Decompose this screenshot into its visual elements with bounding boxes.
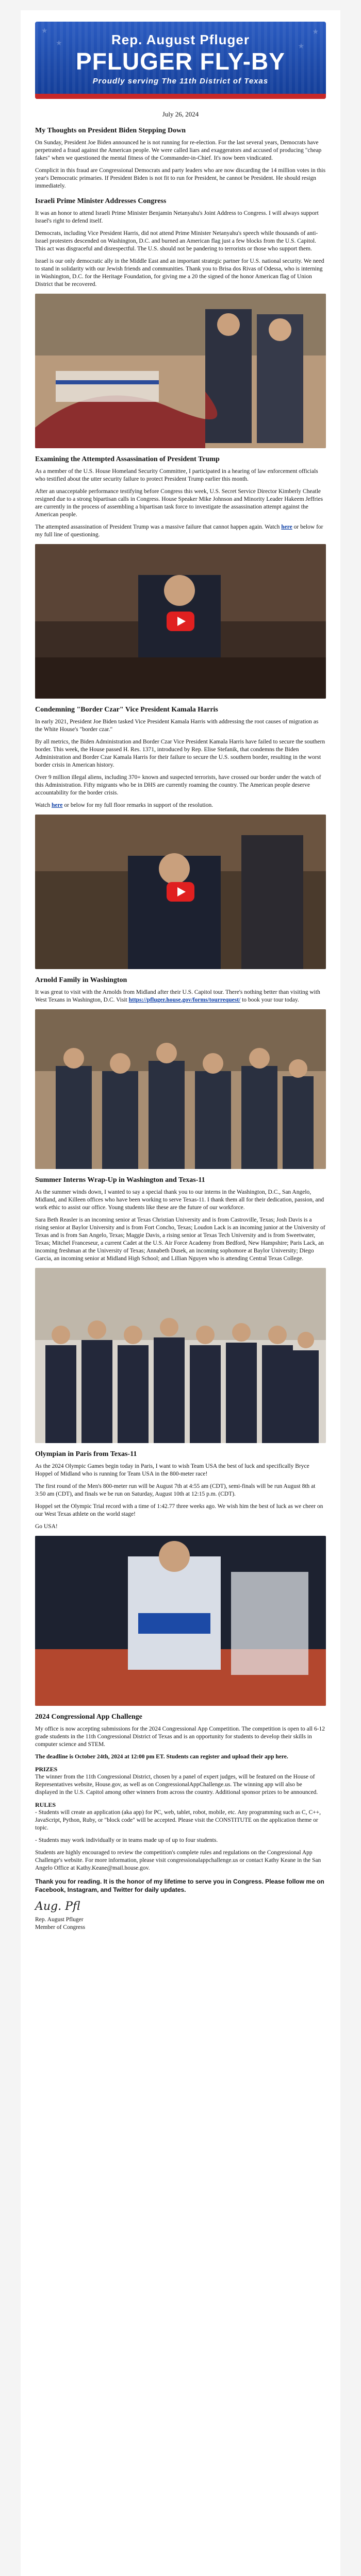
paragraph: By all metrics, the Biden Administration and Border Czar Vice President Kamala Harris have failed to secure the southern border. This week, the House passed H. Res. 1371, introduced by Rep. Elise Stefanik, that condemns the Biden Administration and Border Czar Kamala Harris for their failure to secure the U.S. southern border, resulting in the worst border crisis in American history. — [35, 739, 325, 768]
star-icon: ★ — [56, 40, 62, 47]
star-icon: ★ — [298, 43, 304, 50]
section-title-trump: Examining the Attempted Assassination of President Trump — [35, 455, 220, 463]
paragraph: My office is now accepting submissions for the 2024 Congressional App Competition. The competition is open to all 6-12 grade students in the 11th Congressional District of Texas and is an opportunity for students to develop their skills in computer science and STEM. — [35, 1726, 325, 1748]
masthead-title: PFLUGER FLY-BY — [76, 48, 285, 75]
paragraph: As the 2024 Olympic Games begin today in Paris, I want to wish Team USA the best of luck and specifically Bryce Hoppel of Midland who is running for Team USA in the 800-meter race! — [35, 1463, 309, 1477]
watch-link[interactable]: here — [281, 524, 292, 530]
paragraph: It was an honor to attend Israeli Prime Minister Benjamin Netanyahu's Joint Address to Congress. I will always support Israel's right to defend itself. — [35, 210, 319, 224]
text-span: to book your tour today. — [240, 997, 299, 1003]
paragraph — [35, 989, 326, 1004]
star-icon: ★ — [312, 28, 319, 36]
paragraph: On Sunday, President Joe Biden announced he is not running for re-election. For the last several years, Democrats have perpetrated a fraud against the American people. We were called liars and exaggerators and accused of producing "cheap fakes" when we questioned the mental fitness of the Commander-in-Chief. It's now been vindicated. — [35, 140, 322, 161]
tour-request-link[interactable]: https://pfluger.house.gov/forms/tourrequest/ — [128, 997, 241, 1003]
paragraph: As a member of the U.S. House Homeland Security Committee, I participated in a hearing of law enforcement officials who testified about the utter security failure to protect President Trump earlier this month. — [35, 468, 318, 482]
deadline-text: The deadline is October 24th, 2024 at 12:00 pm ET. Students can register and upload their app here. — [35, 1754, 288, 1760]
photo-illustration — [35, 294, 326, 448]
section-title-arnold: Arnold Family in Washington — [35, 976, 127, 984]
masthead-tagline: Proudly serving The 11th District of Texas — [92, 77, 269, 86]
newsletter-date: July 26, 2024 — [162, 110, 199, 118]
photo-arnold-family — [35, 1009, 326, 1169]
photo-illustration — [35, 1536, 326, 1706]
section-title-harris: Condemning "Border Czar" Vice President Kamala Harris — [35, 706, 218, 714]
paragraph — [35, 802, 326, 809]
text-span: It was great to visit with the Arnolds from Midland after their U.S. Capitol tour. There's nothing better than visiting with West Texans in Washington, D.C. Visit — [35, 989, 320, 1003]
paragraph: Hoppel set the Olympic Trial record with a time of 1:42.77 three weeks ago. We wish him the best of luck as we cheer on our West Texas athlete on the world stage! — [35, 1503, 323, 1517]
signature-block — [35, 1900, 326, 1931]
paragraph — [35, 523, 326, 539]
star-icon: ★ — [41, 27, 48, 35]
section-title-olympics: Olympian in Paris from Texas-11 — [35, 1450, 137, 1458]
paragraph: Students are highly encouraged to review the competition's complete rules and regulations on the Congressional App Challenge's website. For more information, please visit congressionalappchallenge.us or contact Kathy Keane in the San Angelo Office at Kathy.Keane@mail.house.gov. — [35, 1850, 321, 1871]
paragraph: In early 2021, President Joe Biden tasked Vice President Kamala Harris with addressing the root causes of migration as the White House's "border czar." — [35, 719, 319, 733]
video-thumbnail-floor[interactable] — [35, 815, 326, 969]
paragraph: Democrats, including Vice President Harris, did not attend Prime Minister Netanyahu's speech while thousands of anti-Israel protesters descended on Washington, D.C. and burned an American flag just a few blocks from the U.S. Capitol. This act was disgraceful and disrespectful. The U.S. should not be pandering to terrorists or those who support them. — [35, 230, 318, 252]
newsletter-card — [21, 10, 340, 2576]
paragraph: Sara Beth Reasler is an incoming senior at Texas Christian University and is from Castroville, Texas; Josh Davis is a rising senior at Baylor University and is from Fort Concho, Texas; Loudon Lack is an incoming junior at the University of Texas and is from San Angelo, Texas; Maggie Davis, a rising senior at Texas Tech University and is from Sweetwater, Texas; Mitchel Franceseur, a current Cadet at the U.S. Air Force Academy from Bedford, New Hampshire; Paris Lack, an incoming freshman at the University of Texas; Annabeth Dusek, an incoming sophomore at Baylor University; Diego Garcia, an incoming senior at Midland High School; and Lillian Nguyen who is attending Central Texas College. — [35, 1217, 325, 1262]
sign-title: Member of Congress — [35, 1924, 86, 1930]
video-thumbnail-hearing[interactable] — [35, 544, 326, 699]
paragraph: After an unacceptable performance testifying before Congress this week, U.S. Secret Service Director Kimberly Cheatle resigned due to a strong bipartisan calls in Congress. House Speaker Mike Johnson and Minority Leader Hakeem Jeffries are currently in the process of assembling a bipartisan task force to investigate the assassination attempt against the American people. — [35, 488, 323, 518]
paragraph: Go USA! — [35, 1523, 58, 1530]
closing-message: Thank you for reading. It is the honor of my lifetime to serve you in Congress. Please follow me on Facebook, Instagram, and Twitter for daily updates. — [35, 1878, 324, 1893]
text-span: The attempted assassination of President Trump was a massive failure that cannot happen again. Watch — [35, 524, 282, 530]
paragraph: Over 9 million illegal aliens, including 370+ known and suspected terrorists, have crossed our border under the watch of this Administration. Fifty migrants who be in DHS are currently roaming the country. The American people deserve accountability for the border crisis. — [35, 774, 321, 796]
sign-name: Rep. August Pfluger — [35, 1917, 84, 1923]
masthead-red-stripe — [35, 94, 326, 99]
photo-interns — [35, 1268, 326, 1443]
section-title-biden: My Thoughts on President Biden Stepping Down — [35, 127, 186, 134]
paragraph: - Students may work individually or in teams made up of up to four students. — [35, 1837, 218, 1843]
photo-illustration — [35, 1009, 326, 1169]
masthead-rep-name: Rep. August Pfluger — [111, 32, 250, 47]
paragraph: - Students will create an application (aka app) for PC, web, tablet, robot, mobile, etc. Any programming such as C, C++, JavaScript, Python, Ruby, or "block code" will be accepted. Please visit the CONSTITUTE on the application theme or topic. — [35, 1809, 321, 1831]
watch-link[interactable]: here — [51, 802, 63, 808]
prizes-label: PRIZES — [35, 1766, 58, 1773]
play-icon[interactable] — [167, 882, 194, 902]
rules-label: RULES — [35, 1801, 56, 1808]
section-title-interns: Summer Interns Wrap-Up in Washington and Texas-11 — [35, 1176, 205, 1184]
masthead-banner — [35, 22, 326, 99]
paragraph: As the summer winds down, I wanted to say a special thank you to our interns in the Washington, D.C., San Angelo, Midland, and Killeen offices who have been working to serve Texas-11. I thank them all for their dedication, passion, and work ethic to assist our office. Young students like these are the future of our workforce. — [35, 1189, 324, 1211]
paragraph: Complicit in this fraud are Congressional Democrats and party leaders who are now discarding the 14 million votes in this year's Democratic primaries. If President Biden is not fit to run for President, he cannot be President. He should resign immediately. — [35, 167, 326, 189]
paragraph: Israel is our only democratic ally in the Middle East and an important strategic partner for U.S. national security. We need to stand in solidarity with our Jewish friends and communities. Thank you to Brisa dos Rivas of Odessa, who is interning in Washington, D.C. for the Heritage Foundation, for giving me a 20 the signed of the honor American flag of Union District that be recovered. — [35, 258, 324, 287]
paragraph: The winner from the 11th Congressional District, chosen by a panel of expert judges, will be featured on the House of Representatives website, House.gov, as well as on CongressionalAppChallenge.us. The winning app will also be displayed in the U.S. Capitol among other winners from across the country. Additional sponsor prizes to be announced. — [35, 1774, 318, 1795]
photo-olympian — [35, 1536, 326, 1706]
play-icon[interactable] — [167, 612, 194, 631]
section-title-app: 2024 Congressional App Challenge — [35, 1713, 142, 1721]
photo-israel-flag — [35, 294, 326, 448]
handwritten-signature: Aug. Pfl — [35, 1900, 80, 1913]
text-span: or below for my full floor remarks in support of the resolution. — [62, 802, 214, 808]
photo-illustration — [35, 1268, 326, 1443]
text-span: or below for my full line of questioning. — [35, 524, 323, 538]
paragraph: The first round of the Men's 800-meter run will be August 7th at 4:55 am (CDT), semi-finals will be run August 8th at 3:50 am (CDT), and finals we be run on Saturday, August 10th at 12:15 p.m. (CDT). — [35, 1483, 316, 1497]
text-span: Watch — [35, 802, 52, 808]
section-title-israel: Israeli Prime Minister Addresses Congress — [35, 197, 167, 205]
